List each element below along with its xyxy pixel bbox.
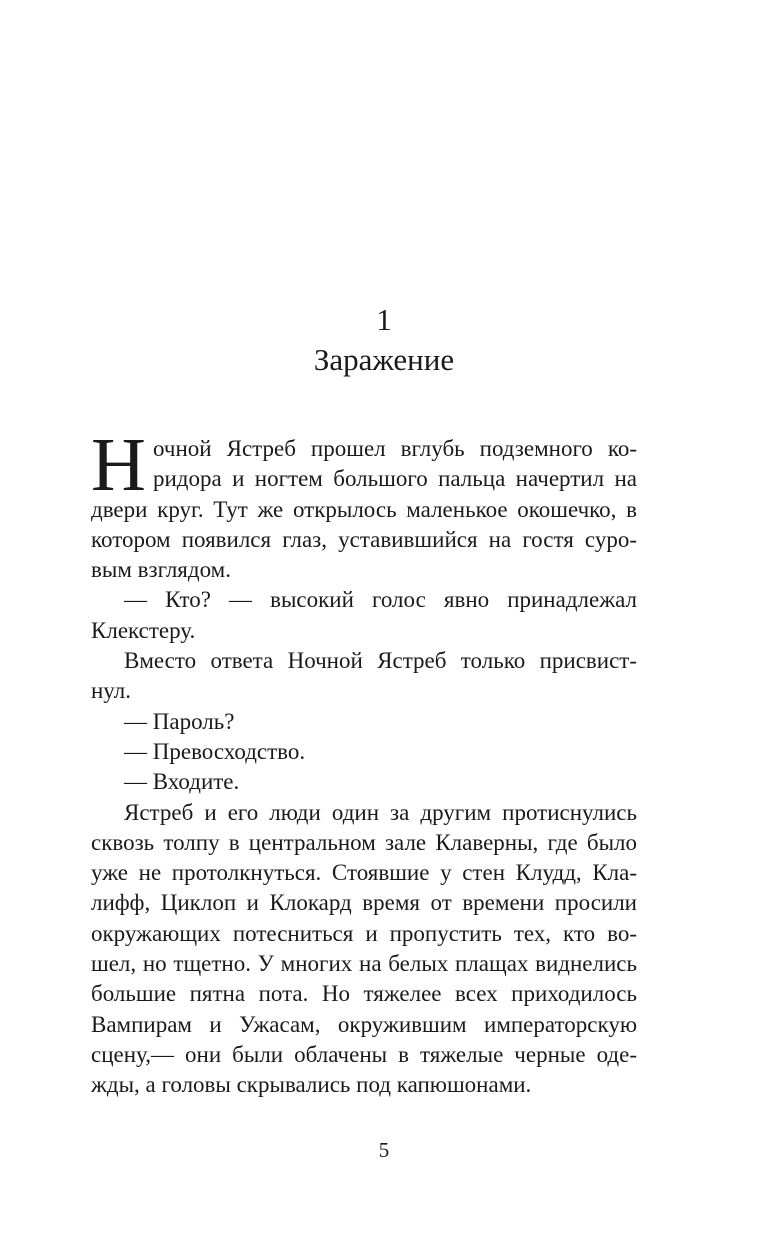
opening-paragraph — [91, 423, 637, 585]
text-line: окружающих потесниться и пропустить тех, кто во- — [91, 920, 637, 946]
text-line: — Входите. — [124, 769, 240, 795]
text-line: Вместо ответа Ночной Ястреб только присвист- — [124, 648, 637, 674]
text-line: нул. — [91, 678, 132, 704]
chapter-number: 1 — [376, 302, 392, 337]
text-line: большие пятна пота. Но тяжелее всех приходилось — [91, 981, 637, 1007]
text-line: — Кто? — высокий голос явно принадлежал — [124, 587, 637, 613]
text-line: сквозь толпу в центральном зале Клаверны, где было — [91, 829, 637, 855]
drop-cap: Н — [91, 423, 146, 507]
text-line: Ястреб и его люди один за другим протиснулись — [124, 799, 637, 825]
text-line: шел, но тщетно. У многих на белых плащах виднелись — [91, 951, 637, 977]
text-line: — Превосходство. — [124, 738, 306, 764]
text-line: лифф, Циклоп и Клокард время от времени просили — [91, 890, 637, 916]
text-line: — Пароль? — [124, 708, 235, 734]
text-line: Клекстеру. — [91, 617, 196, 643]
text-line: жды, а головы скрывались под капюшонами. — [91, 1072, 532, 1098]
text-line: вым взглядом. — [91, 557, 231, 583]
text-line: двери круг. Тут же открылось маленькое окошечко, в — [91, 496, 637, 522]
text-line: уже не протолкнуться. Стоявшие у стен Клудд, Кла- — [91, 860, 637, 886]
text-line: Вампирам и Ужасам, окружившим императорскую — [91, 1011, 637, 1037]
text-line: сцену,— они были облачены в тяжелые черные оде- — [91, 1041, 637, 1067]
chapter-title: Заражение — [313, 342, 455, 377]
text-line: ридора и ногтем большого пальца начертил на — [153, 466, 637, 492]
text-line: котором появился глаз, уставившийся на гостя суро- — [91, 526, 637, 552]
page-number: 5 — [378, 1138, 390, 1162]
chapter-body — [91, 423, 637, 1101]
text-line: очной Ястреб прошел вглубь подземного ко- — [153, 436, 637, 461]
